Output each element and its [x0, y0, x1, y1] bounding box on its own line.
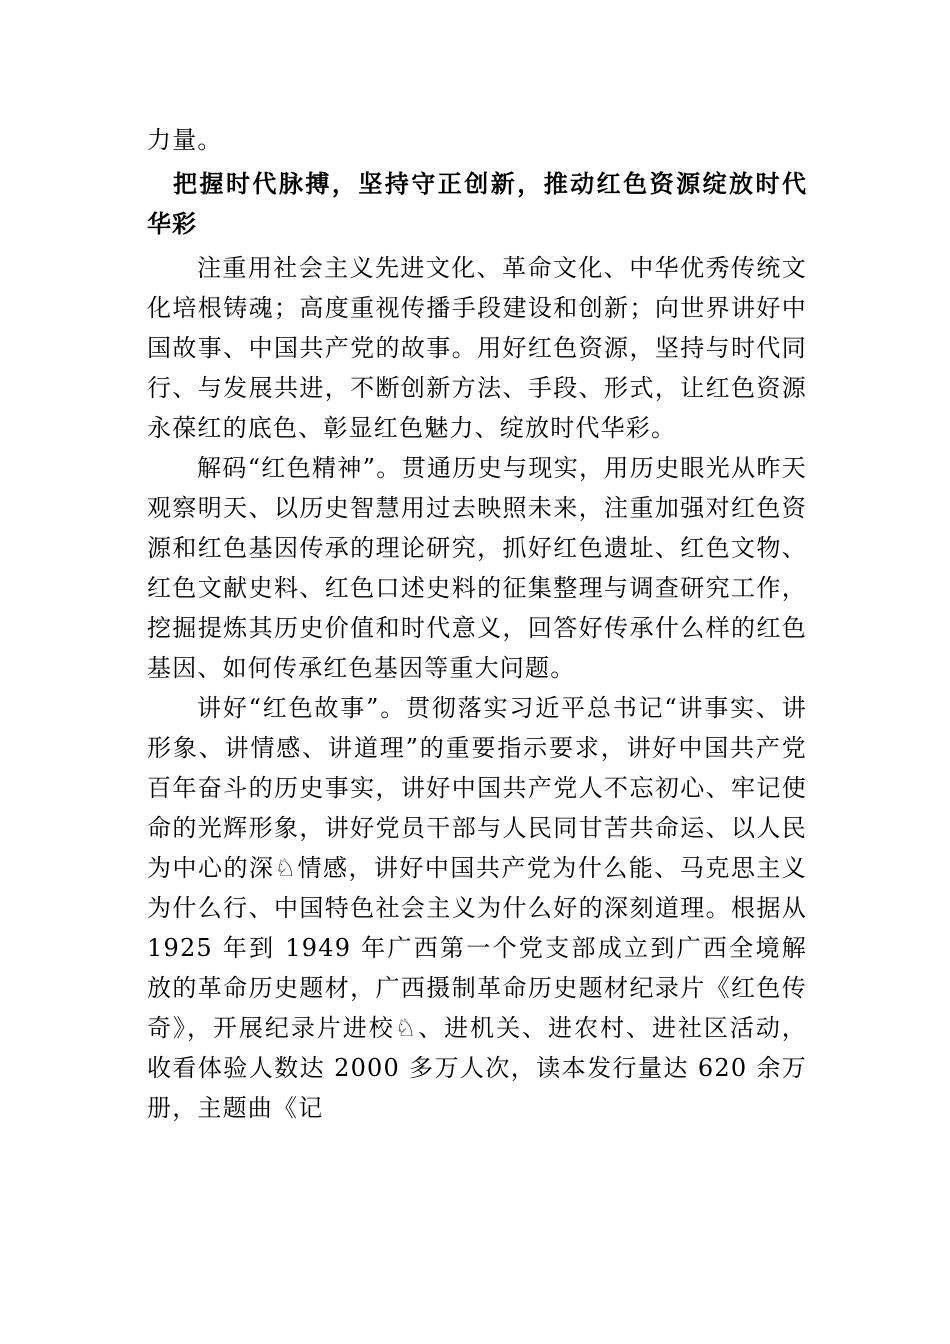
document-body	[147, 120, 807, 1128]
paragraph: 注重用社会主义先进文化、革命文化、中华优秀传统文化培根铸魂；高度重视传播手段建设和创新；向世界讲好中国故事、中国共产党的故事。用好红色资源，坚持与时代同行、与发展共进，不断创新方法、手段、形式，让红色资源永葆红的底色、彰显红色魅力、绽放时代华彩。	[147, 254, 807, 442]
section-heading: 把握时代脉搏，坚持守正创新，推动红色资源绽放时代 华彩	[147, 170, 807, 238]
paragraph: 讲好“红色故事”。贯彻落实习近平总书记“讲事实、讲形象、讲情感、讲道理”的重要指示要求，讲好中国共产党百年奋斗的历史事实，讲好中国共产党人不忘初心、牢记使命的光辉形象，讲好党员干部与人民同甘苦共命运、以人民为中心的深♘情感，讲好中国共产党为什么能、马克思主义为什么行、中国特色社会主义为什么好的深刻道理。根据从 1925 年到 1949 年广西第一个党支部成立到广西全境解放的革命历史题材，广西摄制革命历史题材纪录片《红色传奇》，开展纪录片进校♘、进机关、进农村、进社区活动，收看体验人数达 2000 多万人次，读本发行量达 620 余万册，主题曲《记	[147, 694, 807, 1122]
lead-fragment: 力量。	[147, 126, 223, 154]
paragraph: 解码“红色精神”。贯通历史与现实，用历史眼光从昨天观察明天、以历史智慧用过去映照未来，注重加强对红色资源和红色基因传承的理论研究，抓好红色遗址、红色文物、红色文献史料、红色口述史料的征集整理与调查研究工作，挖掘提炼其历史价值和时代意义，回答好传承什么样的红色基因、如何传承红色基因等重大问题。	[147, 454, 807, 682]
